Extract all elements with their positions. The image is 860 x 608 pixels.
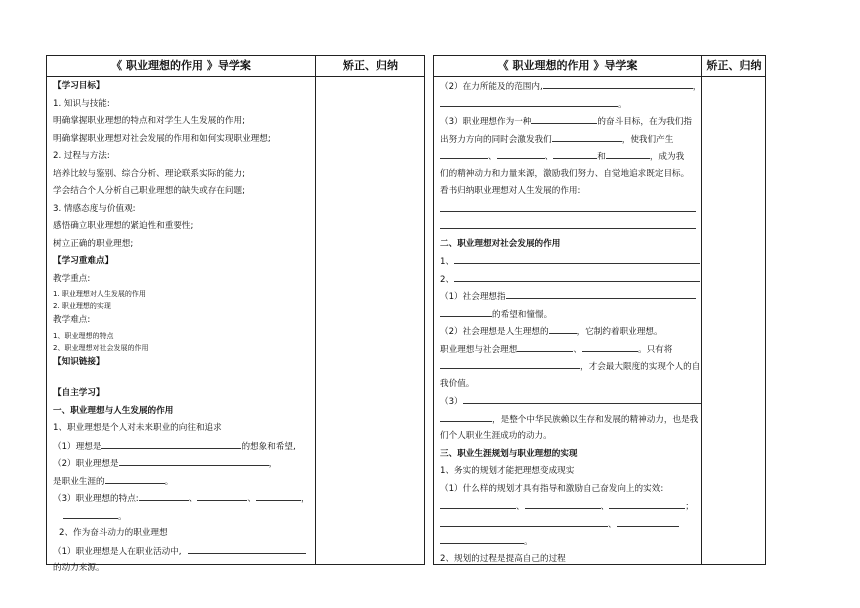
answer-blank[interactable] — [440, 306, 492, 317]
right-worksheet — [433, 55, 766, 565]
fill-in-line: 出努力方向的同时会激发我们 ，使我们产生 — [440, 131, 698, 149]
fill-in-line — [440, 218, 698, 236]
fill-in-line: 、 — [440, 516, 698, 534]
answer-blank[interactable] — [440, 201, 696, 212]
fill-in-line: （3）职业理想的特点: 、 、 ， — [53, 490, 311, 508]
answer-blank[interactable] — [440, 411, 492, 422]
answer-blank[interactable] — [188, 543, 306, 554]
emotion-label: 3. 情感态度与价值观: — [53, 203, 136, 214]
answer-blank[interactable] — [454, 271, 700, 282]
right-header-row — [434, 56, 765, 77]
question-line: （1）什么样的规划才具有指导和激励自己奋发向上的实效: — [440, 483, 664, 494]
fill-in-line: （3） — [440, 393, 698, 411]
keypoints-header: 【学习重难点】 — [53, 256, 114, 266]
fill-in-line: 是职业生涯的 。 — [53, 473, 311, 491]
fill-in-line: 职业理想与社会理想 、 。只有将 — [440, 341, 698, 359]
fill-in-line: ，是整个中华民族赖以生存和发展的精神动力，也是我 — [440, 411, 698, 429]
fill-in-line: 、 、 ； — [440, 498, 698, 516]
fill-in-line: （2）在力所能及的范围内, ， — [440, 78, 698, 96]
fill-in-line: 1、 — [440, 253, 698, 271]
difficult-item: 1、职业理想的特点 — [53, 331, 114, 340]
answer-blank[interactable] — [463, 393, 701, 404]
section-2-heading: 二、职业理想对社会发展的作用 — [440, 238, 561, 249]
fill-in-line — [440, 201, 698, 219]
right-column-divider — [701, 56, 702, 564]
answer-blank[interactable] — [531, 113, 597, 124]
left-correction-header: 矫正、归纳 — [343, 59, 398, 72]
fill-in-line: 2、 — [440, 271, 698, 289]
answer-blank[interactable] — [440, 498, 516, 509]
answer-blank[interactable] — [105, 473, 165, 484]
left-content — [53, 78, 311, 578]
answer-blank[interactable] — [497, 148, 545, 159]
links-header: 【知识链接】 — [53, 356, 105, 367]
section-3-heading: 三、职业生涯规划与职业理想的实现 — [440, 448, 578, 459]
key-item: 1. 职业理想对人生发展的作用 — [53, 290, 146, 298]
answer-blank[interactable] — [552, 131, 622, 142]
answer-blank[interactable] — [119, 455, 269, 466]
question-line: 们的精神动力和力量来源，激励我们努力、自觉地追求既定目标。 — [440, 168, 690, 179]
question-line: 的动力来源。 — [53, 563, 105, 573]
fill-in-line: 的希望和憧憬。 — [440, 306, 698, 324]
answer-blank[interactable] — [101, 438, 241, 449]
left-worksheet — [46, 55, 425, 573]
left-title: 《 职业理想的作用 》导学案 — [111, 59, 251, 72]
objectives-header: 【学习目标】 — [53, 81, 105, 91]
process-label: 2. 过程与方法: — [53, 151, 110, 161]
left-header-row — [47, 56, 424, 77]
question-line: 1、职业理想是个人对未来职业的向往和追求 — [53, 423, 222, 433]
fill-in-line: 、 、 和 ，成为我 — [440, 148, 698, 166]
right-content — [440, 78, 702, 568]
answer-blank[interactable] — [440, 218, 696, 229]
answer-blank[interactable] — [506, 288, 696, 299]
answer-blank[interactable] — [440, 96, 618, 107]
left-column-divider — [315, 56, 316, 564]
answer-blank[interactable] — [582, 341, 638, 352]
answer-blank[interactable] — [256, 490, 301, 501]
fill-in-line: （1）职业理想是人在职业活动中, — [53, 543, 311, 561]
fill-in-line: 。 — [440, 533, 698, 551]
right-correction-header: 矫正、归纳 — [706, 59, 762, 72]
question-line: 看书归纳职业理想对人生发展的作用: — [440, 186, 581, 196]
knowledge-item: 明确掌握职业理想对社会发展的作用和如何实现职业理想; — [53, 133, 271, 144]
answer-blank[interactable] — [440, 533, 524, 544]
self-study-header: 【自主学习】 — [53, 388, 105, 398]
answer-blank[interactable] — [440, 148, 488, 159]
answer-blank[interactable] — [525, 498, 601, 509]
answer-blank[interactable] — [440, 358, 580, 369]
answer-blank[interactable] — [63, 508, 118, 519]
fill-in-line: ，才会最大限度的实现个人的自 — [440, 358, 698, 376]
question-line: 1、务实的规划才能把理想变成现实 — [440, 466, 575, 476]
knowledge-item: 明确掌握职业理想的特点和对学生人生发展的作用; — [53, 116, 245, 126]
fill-in-line: （1）理想是 的想象和希望, — [53, 438, 311, 456]
fill-in-line: 。 — [53, 508, 311, 526]
process-item: 培养比较与鉴别、综合分析、理论联系实际的能力; — [53, 168, 245, 179]
question-line: 2、规划的过程是提高自己的过程 — [440, 553, 566, 564]
answer-blank[interactable] — [606, 148, 650, 159]
key-item: 2. 职业理想的实现 — [53, 302, 111, 310]
right-title: 《 职业理想的作用 》导学案 — [497, 59, 638, 72]
answer-blank[interactable] — [549, 323, 577, 334]
key-label: 教学重点: — [53, 273, 91, 284]
answer-blank[interactable] — [517, 341, 573, 352]
section-1-heading: 一、职业理想与人生发展的作用 — [53, 405, 174, 416]
answer-blank[interactable] — [553, 148, 597, 159]
process-item: 学会结合个人分析自己职业理想的缺失或存在问题; — [53, 186, 245, 196]
fill-in-line: （3）职业理想作为一种 的奋斗目标，在为我们指 — [440, 113, 698, 131]
answer-blank[interactable] — [617, 516, 679, 527]
fill-in-line: 。 — [440, 96, 698, 114]
question-line: 们个人职业生涯成功的动力。 — [440, 431, 552, 441]
difficult-item: 2、职业理想对社会发展的作用 — [53, 343, 149, 352]
emotion-item: 树立正确的职业理想; — [53, 238, 134, 249]
fill-in-line: （1）社会理想指 — [440, 288, 698, 306]
question-line: 我价值。 — [440, 378, 475, 389]
answer-blank[interactable] — [440, 516, 608, 527]
answer-blank[interactable] — [197, 490, 247, 501]
difficult-label: 教学难点: — [53, 315, 91, 325]
answer-blank[interactable] — [454, 253, 700, 264]
fill-in-line: （2）社会理想是人生理想的 ，它制约着职业理想。 — [440, 323, 698, 341]
knowledge-label: 1. 知识与技能: — [53, 98, 110, 109]
fill-in-line: （2）职业理想是 ， — [53, 455, 311, 473]
question-line: 2、作为奋斗动力的职业理想 — [59, 528, 168, 538]
emotion-item: 感悟确立职业理想的紧迫性和重要性; — [53, 221, 194, 231]
answer-blank[interactable] — [609, 498, 685, 509]
answer-blank[interactable] — [543, 78, 693, 89]
answer-blank[interactable] — [139, 490, 189, 501]
